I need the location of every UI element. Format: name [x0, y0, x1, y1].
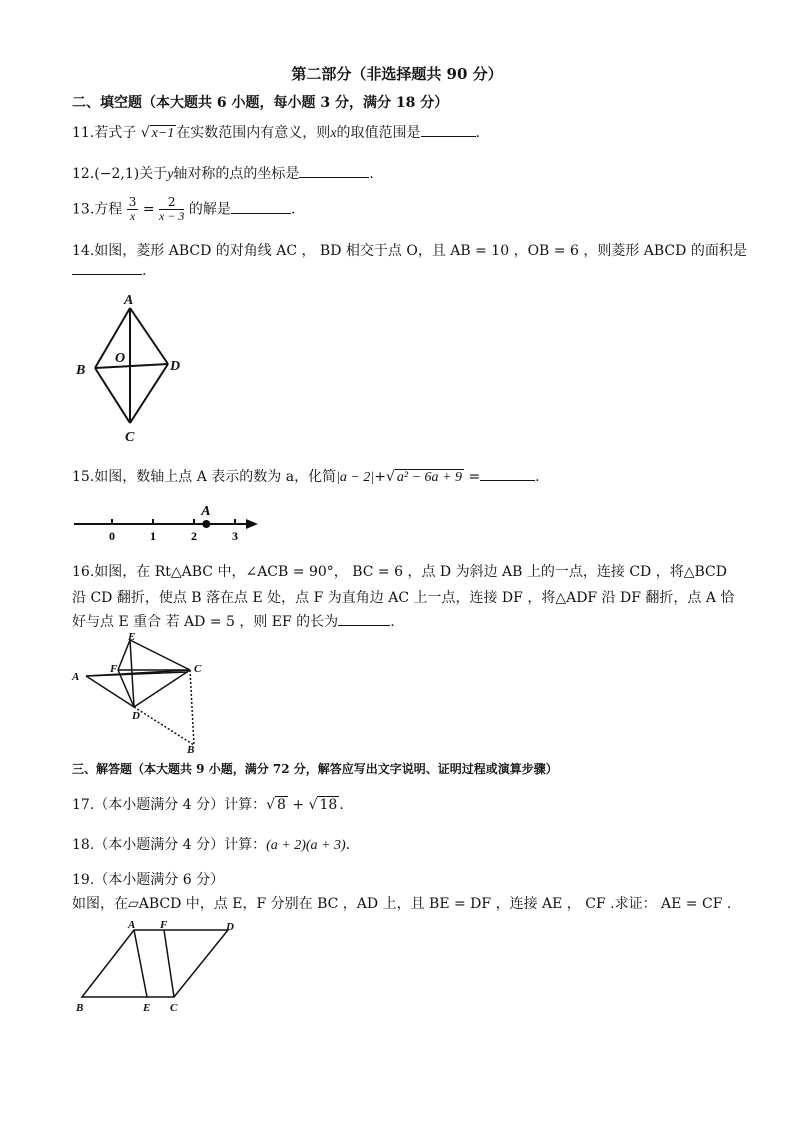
q17-text: 17.（本小题满分 4 分）计算： — [72, 797, 267, 813]
q13-rhs-num: 2 — [159, 196, 184, 210]
number-line-tick-label-1: 1 — [150, 529, 156, 543]
q15-abs-expr: |a − 2| — [336, 470, 375, 485]
question-19-body: 如图，在▱ABCD 中，点 E，F 分别在 BC ，AD 上，且 BE = DF ，连接 AE ， CF .求证： AE = CF . — [72, 896, 732, 912]
q14-answer-line: . — [72, 262, 146, 279]
q15-equals: = — [468, 469, 481, 485]
number-line-tick-label-2: 2 — [191, 529, 197, 543]
rhombus-label-d: D — [170, 359, 181, 374]
para-label-c: C — [170, 1002, 178, 1014]
q13-rhs-den: x − 3 — [159, 209, 185, 223]
q13-lhs-num: 3 — [128, 195, 137, 209]
fold-label-c: C — [194, 663, 202, 675]
question-19-head: 19.（本小题满分 6 分） — [72, 872, 225, 888]
q16-answer-blank — [338, 613, 390, 626]
q11-answer-blank — [421, 124, 476, 137]
parallelogram-figure — [70, 918, 245, 1018]
para-label-f: F — [160, 919, 168, 931]
q13-answer-blank — [231, 201, 291, 214]
q17-end: . — [339, 797, 344, 813]
rhombus-figure — [70, 288, 200, 448]
q17-plus: + — [287, 797, 309, 813]
question-13: 13.方程 $\frac{3}{x}$ = $\frac{2}{x - 3}$ 的解是 . — [72, 195, 296, 223]
fold-label-a: A — [72, 671, 80, 683]
q11-radical: √ x−1 — [140, 125, 175, 141]
q18-expr: (a + 2)(a + 3) — [266, 838, 346, 853]
number-line — [70, 500, 270, 545]
fold-label-f: F — [110, 663, 118, 675]
q15-text-pre: 15.如图，数轴上点 A 表示的数为 a，化简 — [72, 469, 337, 485]
q12-answer-blank — [299, 165, 369, 178]
q13-lhs-den: x — [129, 209, 136, 223]
fold-label-e: E — [128, 631, 136, 643]
para-label-b: B — [76, 1002, 84, 1014]
q13-number: 13. — [72, 201, 95, 218]
question-14: 14.如图，菱形 ABCD 的对角线 AC ， BD 相交于点 O，且 AB = 10 ，OB = 6 ，则菱形 ABCD 的面积是 — [72, 243, 747, 259]
q12-text: 关于 — [139, 166, 168, 182]
question-18 — [72, 834, 350, 854]
q15-answer-blank — [480, 468, 535, 481]
q15-radical: √ a² − 6a + 9 — [385, 469, 462, 485]
question-17: 17.（本小题满分 4 分）计算：√ 8 + √ 18 . — [72, 797, 344, 813]
q13-lhs-fraction — [127, 196, 139, 223]
q16-line3-text: 好与点 E 重合 若 AD = 5 ，则 EF 的长为 — [72, 614, 339, 630]
question-16-line1: 16.如图，在 Rt△ABC 中，∠ACB = 90°， BC = 6 ，点 D 为斜边 AB 上的一点，连接 CD ，将△BCD — [72, 564, 727, 580]
rhombus-label-o: O — [115, 351, 126, 366]
q18-end: . — [345, 837, 351, 853]
fold-label-b: B — [187, 744, 195, 755]
question-15: 15.如图，数轴上点 A 表示的数为 a，化简|a − 2|+√ a² − 6a + 9 = . — [72, 469, 540, 485]
q17-radicand-1: 8 — [277, 797, 286, 813]
q12-point: (−2,1) — [94, 166, 140, 182]
question-12: 12.(−2,1)关于y轴对称的点的坐标是 . — [72, 166, 374, 182]
q17-radicand-2: 18 — [319, 797, 338, 813]
q18-text: 18.（本小题满分 4 分）计算： — [72, 837, 267, 853]
para-label-d: D — [226, 921, 234, 933]
question-16-line2: 沿 CD 翻折，使点 B 落在点 E 处，点 F 为直角边 AC 上一点，连接 DF ，将△ADF 沿 DF 翻折，点 A 恰 — [72, 590, 735, 606]
number-line-tick-label-0: 0 — [109, 529, 115, 543]
q11-text-pre: 若式子 — [94, 125, 137, 141]
q13-text-pre: 方程 — [94, 201, 123, 218]
q11-number: 11. — [72, 125, 95, 141]
rhombus-label-b: B — [76, 363, 86, 378]
q12-var: y — [167, 167, 174, 182]
section3-heading: 三、解答题（本大题共 9 小题，满分 72 分，解答应写出文字说明、证明过程或演算步骤） — [72, 762, 558, 776]
q12-number: 12. — [72, 166, 95, 182]
section2-heading: 二、填空题（本大题共 6 小题，每小题 3 分，满分 18 分） — [72, 95, 449, 111]
q11-var: x — [330, 126, 337, 141]
q13-rhs-fraction — [159, 196, 184, 223]
q12-text2: 轴对称的点的坐标是 — [173, 166, 300, 182]
para-label-a: A — [128, 919, 136, 931]
rhombus-label-c: C — [125, 430, 135, 445]
number-line-point-a — [202, 520, 210, 528]
q15-radicand: a² − 6a + 9 — [396, 470, 462, 485]
rhombus-label-a: A — [124, 293, 134, 308]
q15-plus: + — [374, 469, 386, 485]
fold-label-d: D — [132, 710, 140, 722]
number-line-tick-label-3: 3 — [232, 529, 238, 543]
fold-triangle-figure — [68, 630, 218, 755]
q11-text-post2: 的取值范围是 — [336, 125, 421, 141]
q13-text-post: 的解是 — [188, 201, 231, 218]
part-title: 第二部分（非选择题共 90 分） — [291, 65, 503, 83]
number-line-label-a: A — [201, 504, 211, 519]
q14-answer-blank — [72, 262, 142, 275]
q11-text-post: 在实数范围内有意义，则 — [176, 125, 331, 141]
q13-equals: = — [142, 201, 155, 218]
para-label-e: E — [143, 1002, 151, 1014]
question-16-line3: 好与点 E 重合 若 AD = 5 ，则 EF 的长为 . — [72, 614, 395, 630]
q11-radicand: x−1 — [151, 126, 175, 141]
question-11: 11.若式子 √ x−1 在实数范围内有意义，则x的取值范围是 . — [72, 125, 480, 141]
